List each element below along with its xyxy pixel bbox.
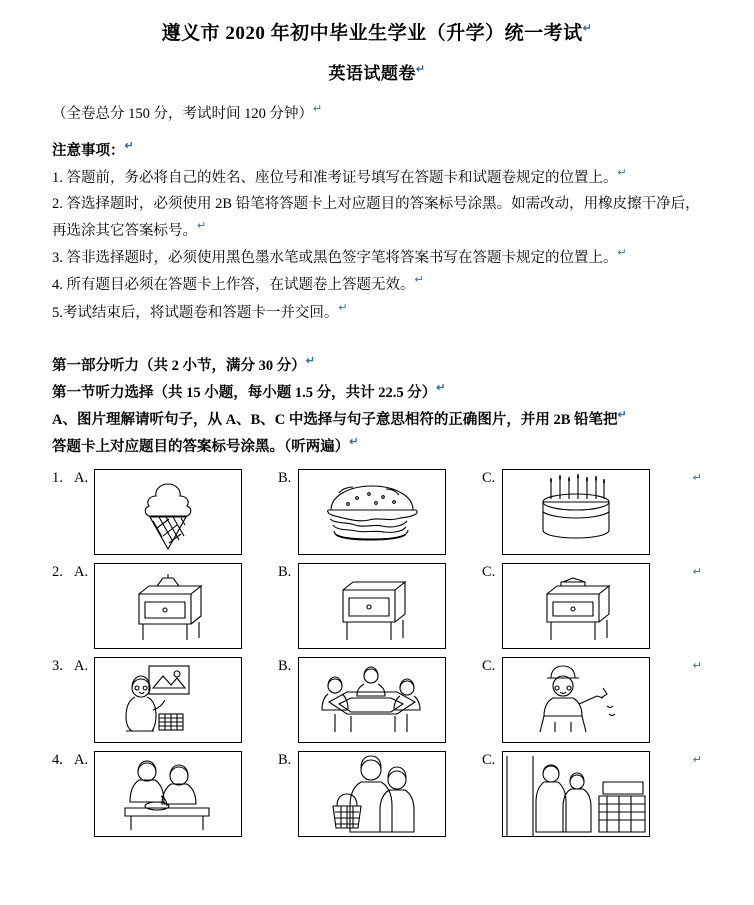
paragraph-mark-icon: ↵: [617, 247, 627, 260]
picture-two-people-with-basket: [298, 751, 446, 837]
paragraph-mark-icon: ↵: [692, 753, 702, 766]
picture-nightstand-with-book: [502, 563, 650, 649]
option-label: B.: [278, 751, 292, 768]
option-label: A.: [74, 751, 89, 768]
question-option[interactable]: [482, 751, 650, 837]
notice-item: 4. 所有题目必须在答题卡上作答，在试题卷上答题无效。↵: [52, 274, 424, 294]
picture-family-in-room: [502, 751, 650, 837]
paragraph-mark-icon: ↵: [692, 565, 702, 578]
picture-nightstand-empty: [298, 563, 446, 649]
paragraph-mark-icon: ↵: [415, 63, 426, 76]
question-option[interactable]: [74, 563, 242, 649]
option-label: A.: [74, 657, 89, 674]
notice-heading: 注意事项：↵: [52, 140, 134, 160]
paragraph-mark-icon: ↵: [582, 22, 593, 35]
question-option[interactable]: [482, 563, 650, 649]
paragraph-mark-icon: ↵: [692, 659, 702, 672]
paragraph-mark-icon: ↵: [305, 354, 315, 367]
picture-birthday-cake: [502, 469, 650, 555]
option-label: C.: [482, 563, 496, 580]
question-row: [52, 751, 702, 837]
question-number: 4.: [52, 751, 63, 768]
question-number: 3.: [52, 657, 63, 674]
question-row: [52, 563, 702, 649]
question-option[interactable]: [74, 657, 242, 743]
picture-people-washing-dishes: [94, 751, 242, 837]
question-option[interactable]: [74, 751, 242, 837]
question-option[interactable]: [482, 657, 650, 743]
score-time-line: （全卷总分 150 分，考试时间 120 分钟）↵: [52, 103, 323, 122]
question-number: 2.: [52, 563, 63, 580]
paragraph-mark-icon: ↵: [617, 409, 627, 422]
question-option[interactable]: [278, 657, 446, 743]
paragraph-mark-icon: ↵: [349, 436, 359, 449]
question-option[interactable]: [278, 563, 446, 649]
notice-item: 3. 答非选择题时，必须使用黑色墨水笔或黑色签字笔将答案书写在答题卡规定的位置上。↵: [52, 247, 627, 267]
option-label: B.: [278, 563, 292, 580]
option-label: A.: [74, 563, 89, 580]
notice-item: 1. 答题前，务必将自己的姓名、座位号和准考证号填写在答题卡和试题卷规定的位置上。↵: [52, 167, 627, 187]
question-row: [52, 657, 702, 743]
paragraph-mark-icon: ↵: [197, 219, 207, 232]
section-a-instruction-line-2: 答题卡上对应题目的答案标号涂黑。（听两遍）↵: [52, 436, 359, 456]
picture-ice-cream-cone: [94, 469, 242, 555]
question-option[interactable]: [74, 469, 242, 555]
question-row: [52, 469, 702, 555]
option-label: C.: [482, 751, 496, 768]
option-label: C.: [482, 657, 496, 674]
question-option[interactable]: [278, 469, 446, 555]
paragraph-mark-icon: ↵: [436, 382, 446, 394]
question-option[interactable]: [278, 751, 446, 837]
paragraph-mark-icon: ↵: [124, 140, 134, 153]
option-label: C.: [482, 469, 496, 486]
paragraph-mark-icon: ↵: [414, 274, 424, 287]
option-label: B.: [278, 657, 292, 674]
notice-item: 2. 答选择题时，必须使用 2B 铅笔将答题卡上对应题目的答案标号涂黑。如需改动，用橡皮擦干净后，再选涂其它答案标号。↵: [52, 195, 700, 239]
paragraph-mark-icon: ↵: [617, 167, 627, 180]
paragraph-mark-icon: ↵: [692, 471, 702, 484]
picture-girl-with-hat-pointing: [502, 657, 650, 743]
picture-hamburger: [298, 469, 446, 555]
section-one-heading: 第一节听力选择（共 15 小题，每小题 1.5 分，共计 22.5 分）↵: [52, 382, 446, 401]
question-option[interactable]: [482, 469, 650, 555]
part-one-heading: 第一部分听力（共 2 小节，满分 30 分）↵: [52, 354, 315, 374]
option-label: A.: [74, 469, 89, 486]
picture-girl-drawing-picture: [94, 657, 242, 743]
section-a-instruction-line-1: A、图片理解请听句子，从 A、B、C 中选择与句子意思相符的正确图片，并用 2B 铅笔把↵: [52, 409, 627, 429]
picture-children-around-table: [298, 657, 446, 743]
page-subtitle: 英语试题卷↵: [328, 63, 426, 83]
paragraph-mark-icon: ↵: [313, 103, 323, 115]
option-label: B.: [278, 469, 292, 486]
page-title: 遵义市 2020 年初中毕业生学业（升学）统一考试↵: [161, 22, 593, 44]
notice-item: 5.考试结束后，将试题卷和答题卡一并交回。↵: [52, 301, 348, 321]
question-number: 1.: [52, 469, 63, 486]
picture-nightstand-with-lamp: [94, 563, 242, 649]
paragraph-mark-icon: ↵: [338, 301, 348, 314]
